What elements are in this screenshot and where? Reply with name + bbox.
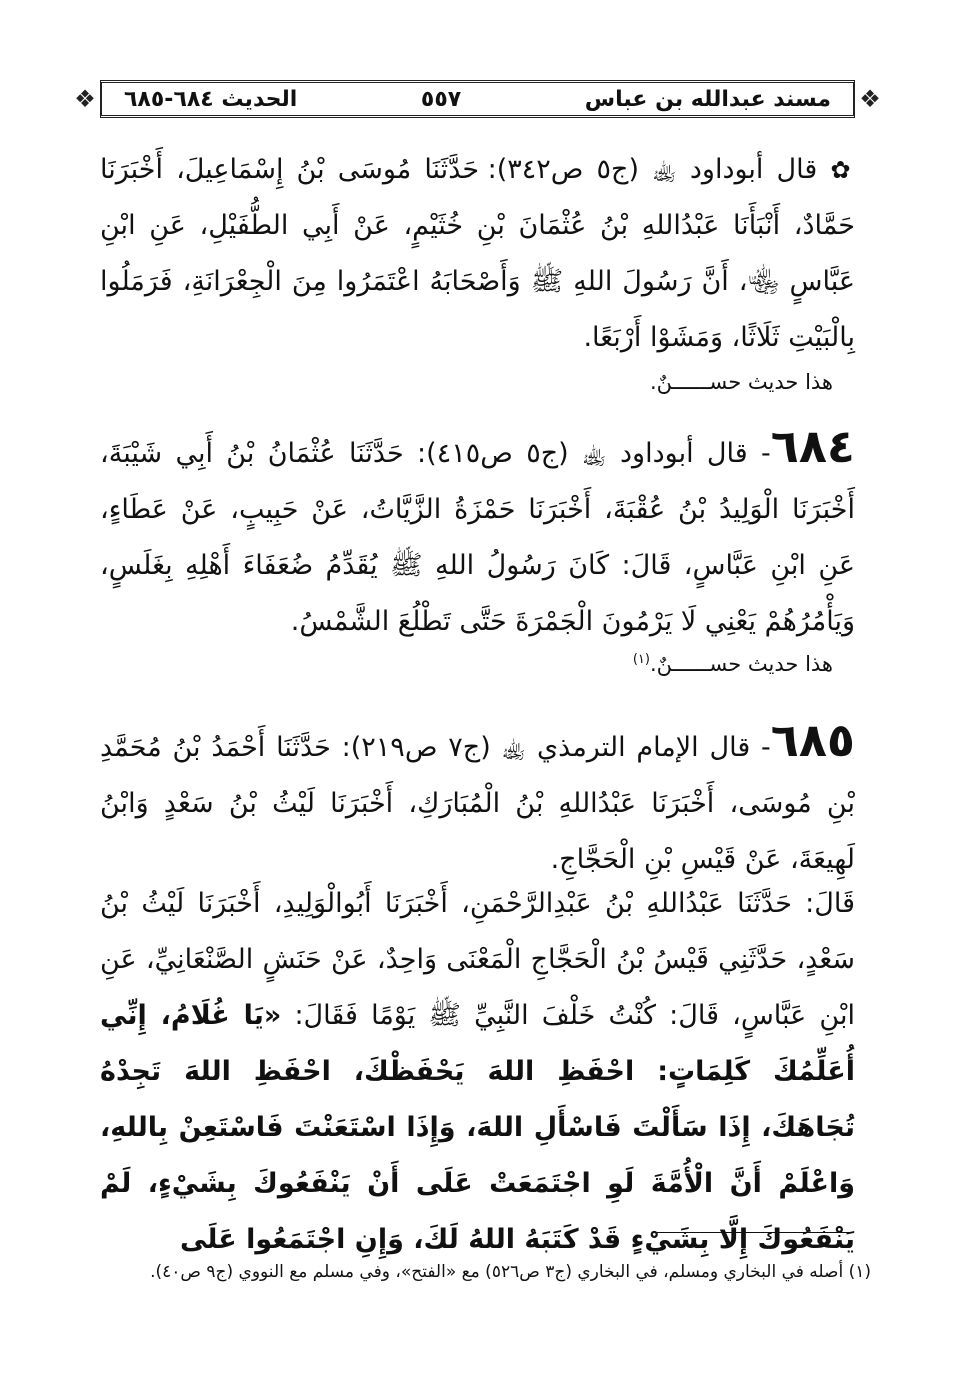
hadith-block-1 bbox=[100, 142, 855, 366]
hadith-684-grade-text: هذا حديث حســــــنٌ. bbox=[649, 652, 833, 676]
right-ornament-icon: ❖ bbox=[859, 85, 881, 113]
hadith-685-text: - قال الإمام الترمذي ﵀ (ج٧ ص٢١٩): حَدَّثَنَا أَحْمَدُ بْنُ مُحَمَّدِ بْنِ مُوسَى، أَخْبَرَنَا عَبْدُاللهِ بْنُ الْمُبَارَكِ، أَخْبَرَنَا لَيْثُ بْنُ سَعْدٍ وَابْنُ لَهِيعَةَ، عَنْ قَيْسِ بْنِ الْحَجَّاجِ. bbox=[100, 732, 855, 875]
hadith-block-1-grade: هذا حديث حســــــنٌ. bbox=[649, 370, 833, 394]
hadith-684 bbox=[100, 418, 855, 650]
hadith-685-chain: قَالَ: حَدَّثَنَا عَبْدُاللهِ بْنُ عَبْدِالرَّحْمَنِ، أَخْبَرَنَا أَبُوالْوَلِيدِ، أَخْبَرَنَا لَيْثُ بْنُ سَعْدٍ، حَدَّثَنِي قَيْسُ بْنُ الْحَجَّاجِ الْمَعْنَى وَاحِدٌ، عَنْ حَنَشٍ الصَّنْعَانِيِّ، عَنِ ابْنِ عَبَّاسٍ، قَالَ: كُنْتُ خَلْفَ النَّبِيِّ ﷺ يَوْمًا فَقَالَ: bbox=[100, 888, 855, 1031]
hadith-685 bbox=[100, 712, 855, 888]
page-number: ٥٥٧ bbox=[420, 86, 462, 112]
hadith-684-grade bbox=[633, 652, 833, 676]
hadith-685-matn: «يَا غُلَامُ، إِنِّي أُعَلِّمُكَ كَلِمَاتٍ: احْفَظِ اللهَ يَحْفَظْكَ، احْفَظِ اللهَ تَجِدْهُ تُجَاهَكَ، إِذَا سَأَلْتَ فَاسْأَلِ اللهَ، وَإِذَا اسْتَعَنْتَ فَاسْتَعِنْ بِاللهِ، وَاعْلَمْ أَنَّ الْأُمَّةَ لَوِ اجْتَمَعَتْ عَلَى أَنْ يَنْفَعُوكَ بِشَيْءٍ، لَمْ يَنْفَعُوكَ إِلَّا بِشَيْءٍ قَدْ كَتَبَهُ اللهُ لَكَ، وَإِنِ اجْتَمَعُوا عَلَى bbox=[100, 1000, 855, 1255]
left-ornament-icon: ❖ bbox=[74, 85, 96, 113]
page-header bbox=[100, 80, 855, 118]
hadith-684-text: - قال أبوداود ﵀ (ج٥ ص٤١٥): حَدَّثَنَا عُثْمَانُ بْنُ أَبِي شَيْبَةَ، أَخْبَرَنَا الْوَلِيدُ بْنُ عُقْبَةَ، أَخْبَرَنَا حَمْزَةُ الزَّيَّاتُ، عَنْ حَبِيبٍ، عَنْ عَطَاءٍ، عَنِ ابْنِ عَبَّاسٍ، قَالَ: كَانَ رَسُولُ اللهِ ﷺ يُقَدِّمُ ضُعَفَاءَ أَهْلِهِ بِغَلَسٍ، وَيَأْمُرُهُمْ يَعْنِي لَا يَرْمُونَ الْجَمْرَةَ حَتَّى تَطْلُعَ الشَّمْسُ. bbox=[100, 438, 855, 637]
footnote-divider bbox=[653, 1232, 853, 1233]
book-title: مسند عبدالله بن عباس bbox=[584, 86, 831, 112]
hadith-block-1-text: قال أبوداود ﵀ (ج٥ ص٣٤٢): حَدَّثَنَا مُوسَى بْنُ إِسْمَاعِيلَ، أَخْبَرَنَا حَمَّادٌ، أَنْبَأَنَا عَبْدُاللهِ بْنُ عُثْمَانَ بْنِ خُثَيْمٍ، عَنْ أَبِي الطُّفَيْلِ، عَنِ ابْنِ عَبَّاسٍ ﵄، أَنَّ رَسُولَ اللهِ ﷺ وَأَصْحَابَهُ اعْتَمَرُوا مِنَ الْجِعْرَانَةِ، فَرَمَلُوا بِالْبَيْتِ ثَلَاثًا، وَمَشَوْا أَرْبَعًا. bbox=[100, 154, 855, 353]
flower-marker-icon: ✿ bbox=[830, 156, 855, 184]
footnote-ref: (١) bbox=[632, 652, 650, 667]
hadith-685-paragraph-2 bbox=[100, 876, 855, 1268]
hadith-number-685: ٦٨٥ bbox=[770, 713, 855, 767]
hadith-number-684: ٦٨٤ bbox=[770, 419, 855, 473]
hadith-range: الحديث ٦٨٤-٦٨٥ bbox=[124, 86, 298, 112]
footnote-1: (١) أصله في البخاري ومسلم، في البخاري (ج٣ ص٥٢٦) مع «الفتح»، وفي مسلم مع النووي (ج٩ ص٤٠). bbox=[150, 1262, 871, 1282]
